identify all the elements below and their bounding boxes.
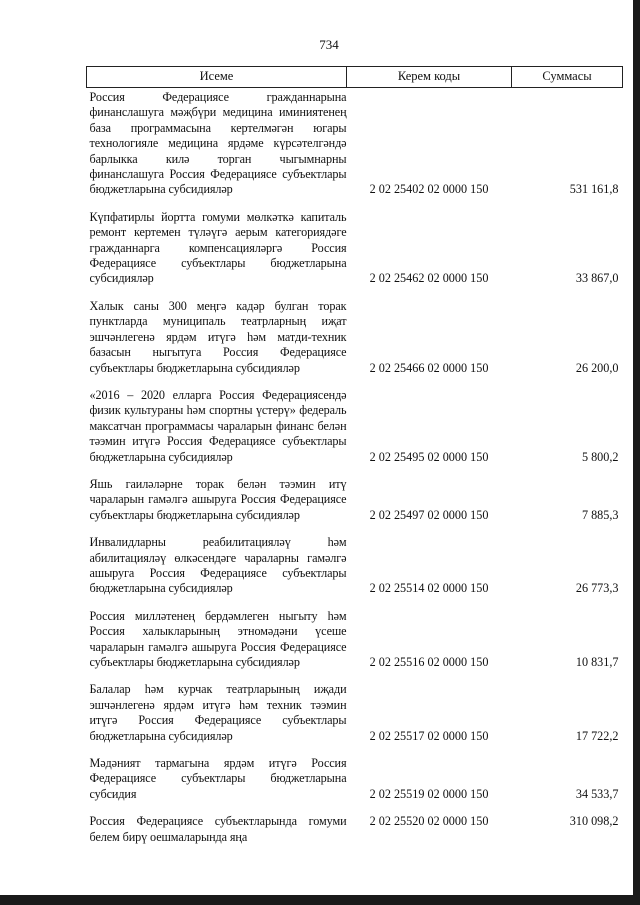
table-row <box>87 468 623 526</box>
row-sum: 5 800,2 <box>581 449 619 464</box>
row-sum: 34 533,7 <box>575 786 619 801</box>
page-number: 734 <box>319 37 339 52</box>
row-code: 2 02 25520 02 0000 150 <box>369 814 489 829</box>
row-name: Россия милләтенең бердәмлеген ныгыту һәм Россия халыкларының этномәдәни үсеше чараларын гамәлгә ашыруга Россия Федерациясе субъектлары бюджетларына субсидияләр <box>89 608 347 669</box>
row-sum: 17 722,2 <box>575 728 619 743</box>
row-sum: 7 885,3 <box>581 507 619 522</box>
row-code: 2 02 25466 02 0000 150 <box>369 360 489 375</box>
row-code: 2 02 25514 02 0000 150 <box>369 581 489 596</box>
row-name: «2016 – 2020 елларга Россия Федерациясендә физик культураны һәм спортны үстерү» федераль максатчан программасы чараларын финанс белән тәэмин итүгә Россия Федерациясе субъектлары бюджетларына субсидияләр <box>89 387 347 464</box>
row-name: Балалар һәм курчак театрларының иҗади эшчәнлегенә ярдәм итүгә һәм техник тәэмин итүгә Россия Федерациясе субъектлары бюджетларына субсидияләр <box>89 682 347 743</box>
row-code: 2 02 25462 02 0000 150 <box>369 271 489 286</box>
row-sum: 310 098,2 <box>569 814 619 829</box>
row-name: Россия Федерациясе гражданнарына финанслашуга мәҗбүри медицина иминиятенең база программасына кертелмәгән югары технологияле медицина ярдәме күрсәтелгәндә барлыкка килә торган чыгымнарны финанслашуга Россия Федерациясе субъектлары бюджетларына субсидияләр <box>89 90 347 197</box>
row-name: Мәдәният тармагына ярдәм итүгә Россия Федерациясе субъектлары бюджетларына субсидия <box>89 756 347 801</box>
row-sum: 26 773,3 <box>575 581 619 596</box>
table-row <box>87 600 623 674</box>
table-row <box>87 747 623 805</box>
row-code: 2 02 25495 02 0000 150 <box>369 449 489 464</box>
row-sum: 531 161,8 <box>569 182 619 197</box>
table-row <box>87 805 623 848</box>
header-sum: Суммасы <box>512 67 623 88</box>
row-code: 2 02 25516 02 0000 150 <box>369 655 489 669</box>
row-code: 2 02 25402 02 0000 150 <box>369 182 489 197</box>
table-header-row <box>87 67 623 88</box>
header-name: Исеме <box>87 67 347 88</box>
row-sum: 33 867,0 <box>575 271 619 286</box>
header-code: Керем коды <box>347 67 512 88</box>
table-row <box>87 201 623 290</box>
table-row <box>87 88 623 201</box>
budget-revenue-table <box>86 66 623 848</box>
row-code: 2 02 25519 02 0000 150 <box>369 786 489 801</box>
table-row <box>87 290 623 379</box>
page-edge-shadow-right <box>633 0 640 905</box>
table-row <box>87 673 623 747</box>
row-name: Күпфатирлы йортта гомуми мөлкәткә капиталь ремонт кертемен түләүгә аерым категориядәге гражданнарга компенсацияләргә Россия Федерациясе субъектлары бюджетларына субсидияләр <box>89 209 347 286</box>
row-code: 2 02 25497 02 0000 150 <box>369 507 489 522</box>
row-name: Яшь гаиләләрне торак белән тәэмин итү чараларын гамәлгә ашыруга Россия Федерациясе субъектлары бюджетларына субсидияләр <box>89 476 347 522</box>
page-edge-shadow-bottom <box>0 895 640 905</box>
row-sum: 26 200,0 <box>575 360 619 375</box>
row-code: 2 02 25517 02 0000 150 <box>369 728 489 743</box>
row-name: Россия Федерациясе субъектларында гомуми белем бирү оешмаларында яңа <box>89 814 347 844</box>
table-row <box>87 379 623 468</box>
row-name: Инвалидларны реабилитацияләү һәм абилитацияләү өлкәсендәге чараларны гамәлгә ашыруга Россия Федерациясе субъектлары бюджетларына субсидияләр <box>89 535 347 596</box>
table-row <box>87 526 623 600</box>
row-sum: 10 831,7 <box>575 655 619 669</box>
row-name: Халык саны 300 меңгә кадәр булган торак пунктларда муниципаль театрларның иҗат эшчәнлегенә ярдәм итүгә һәм матди-техник базасын ныгытуга Россия Федерациясе субъектлары бюджетларына субсидияләр <box>89 298 347 375</box>
